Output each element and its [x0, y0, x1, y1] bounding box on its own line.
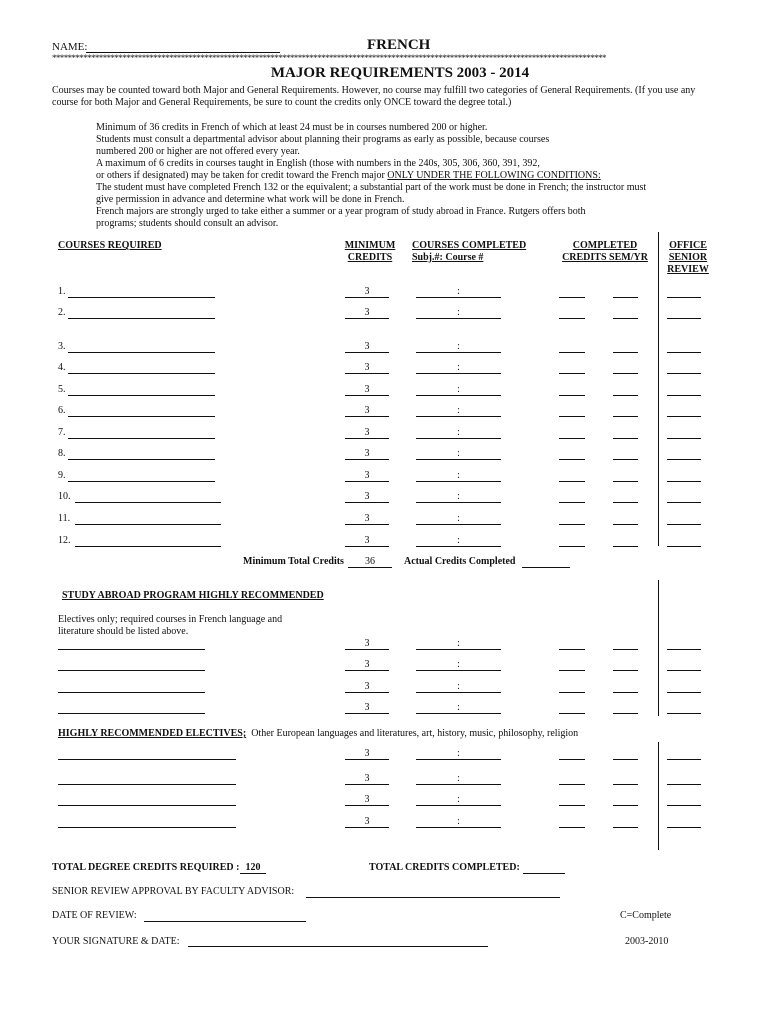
- total-completed-field[interactable]: [523, 873, 565, 874]
- semester-year-field[interactable]: [613, 692, 638, 693]
- course-name-field[interactable]: [68, 481, 215, 482]
- course-completed-field[interactable]: :: [416, 513, 501, 525]
- study-abroad-note: Electives only; required courses in French language and: [58, 614, 283, 625]
- course-name-field[interactable]: [68, 459, 215, 460]
- complete-note: C=Complete: [620, 910, 672, 921]
- semester-year-field[interactable]: [613, 759, 638, 760]
- course-row: [0, 362, 770, 376]
- office-review-field[interactable]: [667, 481, 701, 482]
- office-review-field[interactable]: [667, 416, 701, 417]
- course-completed-field[interactable]: :: [416, 307, 501, 319]
- col-office-line1: OFFICE: [669, 240, 707, 251]
- office-review-field[interactable]: [667, 784, 701, 785]
- row-number: 12.: [58, 535, 71, 546]
- row-number: 10.: [58, 491, 71, 502]
- course-row: [0, 384, 770, 398]
- course-row: [0, 773, 770, 787]
- rule-line: programs; students should consult an advisor.: [96, 218, 279, 229]
- course-row: [0, 638, 770, 652]
- course-row: [0, 659, 770, 673]
- completed-credits-field[interactable]: [559, 670, 585, 671]
- completed-credits-field[interactable]: [559, 805, 585, 806]
- min-credits-value: 3: [345, 748, 389, 760]
- semester-year-field[interactable]: [613, 713, 638, 714]
- office-review-field[interactable]: [667, 649, 701, 650]
- course-completed-field[interactable]: :: [416, 535, 501, 547]
- course-row: [0, 307, 770, 321]
- row-number: 4.: [58, 362, 66, 373]
- intro-line-2: course for both Major and General Requirements, be sure to count the credits only ONCE toward the degree total.): [52, 97, 512, 108]
- min-credits-value: 3: [345, 773, 389, 785]
- course-row: [0, 427, 770, 441]
- completed-credits-field[interactable]: [559, 649, 585, 650]
- col-sem-line1: COMPLETED: [572, 240, 638, 251]
- col-office-line3: REVIEW: [667, 264, 709, 275]
- course-name-field[interactable]: [68, 352, 215, 353]
- min-credits-value: 3: [345, 681, 389, 693]
- course-name-field[interactable]: [68, 395, 215, 396]
- actual-credits-label: Actual Credits Completed: [404, 556, 516, 567]
- course-name-field[interactable]: [68, 297, 215, 298]
- min-credits-value: 3: [345, 638, 389, 650]
- completed-credits-field[interactable]: [559, 416, 585, 417]
- row-number: 2.: [58, 307, 66, 318]
- row-number: 9.: [58, 470, 66, 481]
- min-credits-value: 3: [345, 362, 389, 374]
- course-completed-field[interactable]: :: [416, 286, 501, 298]
- min-credits-value: 3: [345, 427, 389, 439]
- semester-year-field[interactable]: [613, 373, 638, 374]
- office-review-field[interactable]: [667, 502, 701, 503]
- min-credits-value: 3: [345, 535, 389, 547]
- col-completed-line2: Subj.#: Course #: [412, 252, 484, 263]
- senior-review-label: SENIOR REVIEW APPROVAL BY FACULTY ADVISOR:: [52, 886, 295, 897]
- semester-year-field[interactable]: [613, 318, 638, 319]
- semester-year-field[interactable]: [613, 416, 638, 417]
- rule-text: or others if designated) may be taken for credit toward the French major: [96, 170, 388, 181]
- course-row: [0, 748, 770, 762]
- course-completed-field[interactable]: :: [416, 384, 501, 396]
- min-credits-value: 3: [345, 307, 389, 319]
- course-row: [0, 448, 770, 462]
- name-label: NAME:: [52, 41, 88, 53]
- course-name-field[interactable]: [68, 318, 215, 319]
- row-number: 6.: [58, 405, 66, 416]
- completed-credits-field[interactable]: [559, 481, 585, 482]
- semester-year-field[interactable]: [613, 438, 638, 439]
- course-row: [0, 513, 770, 527]
- rule-line: [96, 170, 601, 181]
- course-completed-field[interactable]: :: [416, 448, 501, 460]
- completed-credits-field[interactable]: [559, 546, 585, 547]
- min-credits-value: 3: [345, 405, 389, 417]
- min-credits-value: 3: [345, 816, 389, 828]
- course-completed-field[interactable]: :: [416, 816, 501, 828]
- semester-year-field[interactable]: [613, 481, 638, 482]
- course-completed-field[interactable]: :: [416, 427, 501, 439]
- min-credits-value: 3: [345, 794, 389, 806]
- completed-credits-field[interactable]: [559, 692, 585, 693]
- row-number: 11.: [58, 513, 71, 524]
- completed-credits-field[interactable]: [559, 297, 585, 298]
- completed-credits-field[interactable]: [559, 395, 585, 396]
- office-review-field[interactable]: [667, 805, 701, 806]
- course-name-field[interactable]: [58, 759, 236, 760]
- col-courses-completed: [412, 240, 536, 264]
- rule-line: French majors are strongly urged to take either a summer or a year program of study abroad in France. Rutgers offers both: [96, 206, 586, 217]
- completed-credits-field[interactable]: [559, 502, 585, 503]
- years-note: 2003-2010: [625, 936, 669, 947]
- total-completed-label: TOTAL CREDITS COMPLETED:: [369, 862, 520, 873]
- course-name-field[interactable]: [68, 438, 215, 439]
- col-courses-required: COURSES REQUIRED: [58, 240, 162, 251]
- course-completed-field[interactable]: :: [416, 773, 501, 785]
- rule-line: give permission in advance and determine what work will be done in French.: [96, 194, 405, 205]
- signature-label: YOUR SIGNATURE & DATE:: [52, 936, 180, 947]
- completed-credits-field[interactable]: [559, 524, 585, 525]
- course-completed-field[interactable]: :: [416, 681, 501, 693]
- completed-credits-field[interactable]: [559, 759, 585, 760]
- course-row: [0, 816, 770, 830]
- completed-credits-field[interactable]: [559, 784, 585, 785]
- course-row: [0, 794, 770, 808]
- subject-title: FRENCH: [367, 37, 431, 53]
- col-min-line2: CREDITS: [347, 252, 393, 263]
- electives-desc: Other European languages and literatures, art, history, music, philosophy, religion: [251, 728, 579, 739]
- min-credits-value: 3: [345, 470, 389, 482]
- col-office-review: [662, 240, 714, 276]
- min-credits-value: 3: [345, 513, 389, 525]
- min-total-label: Minimum Total Credits: [243, 556, 344, 567]
- office-review-field[interactable]: [667, 318, 701, 319]
- rule-line: numbered 200 or higher are not offered every year.: [96, 146, 300, 157]
- semester-year-field[interactable]: [613, 297, 638, 298]
- office-review-field[interactable]: [667, 352, 701, 353]
- course-completed-field[interactable]: :: [416, 405, 501, 417]
- total-required-label: TOTAL DEGREE CREDITS REQUIRED :: [52, 862, 240, 873]
- col-office-line2: SENIOR: [668, 252, 708, 263]
- office-review-field[interactable]: [667, 827, 701, 828]
- semester-year-field[interactable]: [613, 502, 638, 503]
- course-completed-field[interactable]: :: [416, 470, 501, 482]
- semester-year-field[interactable]: [613, 670, 638, 671]
- completed-credits-field[interactable]: [559, 459, 585, 460]
- course-row: [0, 535, 770, 549]
- course-name-field[interactable]: [58, 692, 205, 693]
- course-completed-field[interactable]: :: [416, 794, 501, 806]
- min-credits-value: 3: [345, 341, 389, 353]
- electives-heading-line: [58, 728, 578, 739]
- row-number: 8.: [58, 448, 66, 459]
- office-review-field[interactable]: [667, 438, 701, 439]
- course-name-field[interactable]: [58, 805, 236, 806]
- course-row: [0, 702, 770, 716]
- course-row: [0, 405, 770, 419]
- completed-credits-field[interactable]: [559, 713, 585, 714]
- course-name-field[interactable]: [58, 827, 236, 828]
- min-credits-value: 3: [345, 491, 389, 503]
- course-row: [0, 286, 770, 300]
- office-review-field[interactable]: [667, 297, 701, 298]
- col-min-credits: [335, 240, 405, 264]
- intro-line-1: Courses may be counted toward both Major and General Requirements. However, no course may fulfill two categories of General Requirements. (If you use any: [52, 85, 696, 96]
- rule-line: Students must consult a departmental advisor about planning their programs as early as possible, because courses: [96, 134, 550, 145]
- row-number: 3.: [58, 341, 66, 352]
- semester-year-field[interactable]: [613, 395, 638, 396]
- semester-year-field[interactable]: [613, 546, 638, 547]
- min-credits-value: 3: [345, 384, 389, 396]
- office-review-field[interactable]: [667, 395, 701, 396]
- office-review-field[interactable]: [667, 524, 701, 525]
- course-name-field[interactable]: [58, 713, 205, 714]
- office-review-field[interactable]: [667, 373, 701, 374]
- completed-credits-field[interactable]: [559, 318, 585, 319]
- office-review-field[interactable]: [667, 670, 701, 671]
- course-name-field[interactable]: [68, 373, 215, 374]
- row-number: 5.: [58, 384, 66, 395]
- completed-credits-field[interactable]: [559, 373, 585, 374]
- page-title: MAJOR REQUIREMENTS 2003 - 2014: [270, 65, 530, 81]
- semester-year-field[interactable]: [613, 649, 638, 650]
- study-abroad-heading: STUDY ABROAD PROGRAM HIGHLY RECOMMENDED: [62, 590, 324, 601]
- semester-year-field[interactable]: [613, 827, 638, 828]
- course-row: [0, 491, 770, 505]
- course-name-field[interactable]: [75, 502, 221, 503]
- course-row: [0, 681, 770, 695]
- study-abroad-note: literature should be listed above.: [58, 626, 189, 637]
- electives-heading: HIGHLY RECOMMENDED ELECTIVES;: [58, 728, 247, 739]
- min-total-value: 36: [348, 556, 392, 568]
- course-row: [0, 470, 770, 484]
- signature-field[interactable]: [188, 946, 488, 947]
- rule-line: The student must have completed French 132 or the equivalent; a substantial part of the work must be done in French; the instructor must: [96, 182, 647, 193]
- completed-credits-field[interactable]: [559, 438, 585, 439]
- course-completed-field[interactable]: :: [416, 748, 501, 760]
- office-review-field[interactable]: [667, 692, 701, 693]
- office-review-field[interactable]: [667, 759, 701, 760]
- min-credits-value: 3: [345, 659, 389, 671]
- course-completed-field[interactable]: :: [416, 702, 501, 714]
- col-sem-line2: CREDITS SEM/YR: [562, 252, 648, 263]
- rule-line: A maximum of 6 credits in courses taught in English (those with numbers in the 240s, 305, 306, 360, 391, 392,: [96, 158, 540, 169]
- min-credits-value: 3: [345, 286, 389, 298]
- semester-year-field[interactable]: [613, 352, 638, 353]
- semester-year-field[interactable]: [613, 805, 638, 806]
- course-completed-field[interactable]: :: [416, 341, 501, 353]
- star-divider: **********************************************************************************************************************************************: [52, 53, 606, 63]
- min-credits-value: 3: [345, 702, 389, 714]
- course-name-field[interactable]: [75, 524, 221, 525]
- rule-line: Minimum of 36 credits in French of which at least 24 must be in courses numbered 200 or higher.: [96, 122, 488, 133]
- semester-year-field[interactable]: [613, 459, 638, 460]
- course-row: [0, 341, 770, 355]
- course-name-field[interactable]: [58, 784, 236, 785]
- completed-credits-field[interactable]: [559, 827, 585, 828]
- date-review-label: DATE OF REVIEW:: [52, 910, 137, 921]
- row-number: 7.: [58, 427, 66, 438]
- course-name-field[interactable]: [75, 546, 221, 547]
- course-completed-field[interactable]: :: [416, 659, 501, 671]
- date-review-field[interactable]: [144, 921, 306, 922]
- course-name-field[interactable]: [58, 649, 205, 650]
- col-completed-credits: [550, 240, 660, 264]
- senior-review-field[interactable]: [306, 897, 560, 898]
- semester-year-field[interactable]: [613, 524, 638, 525]
- office-review-field[interactable]: [667, 713, 701, 714]
- min-credits-value: 3: [345, 448, 389, 460]
- course-completed-field[interactable]: :: [416, 491, 501, 503]
- office-review-field[interactable]: [667, 546, 701, 547]
- office-review-field[interactable]: [667, 459, 701, 460]
- course-name-field[interactable]: [68, 416, 215, 417]
- rule-conditions: ONLY UNDER THE FOLLOWING CONDITIONS:: [387, 170, 601, 181]
- completed-credits-field[interactable]: [559, 352, 585, 353]
- course-completed-field[interactable]: :: [416, 638, 501, 650]
- row-number: 1.: [58, 286, 66, 297]
- col-completed-line1: COURSES COMPLETED: [412, 240, 527, 251]
- semester-year-field[interactable]: [613, 784, 638, 785]
- course-name-field[interactable]: [58, 670, 205, 671]
- col-min-line1: MINIMUM: [344, 240, 396, 251]
- actual-credits-field[interactable]: [522, 567, 570, 568]
- total-required-value: 120: [240, 862, 266, 874]
- course-completed-field[interactable]: :: [416, 362, 501, 374]
